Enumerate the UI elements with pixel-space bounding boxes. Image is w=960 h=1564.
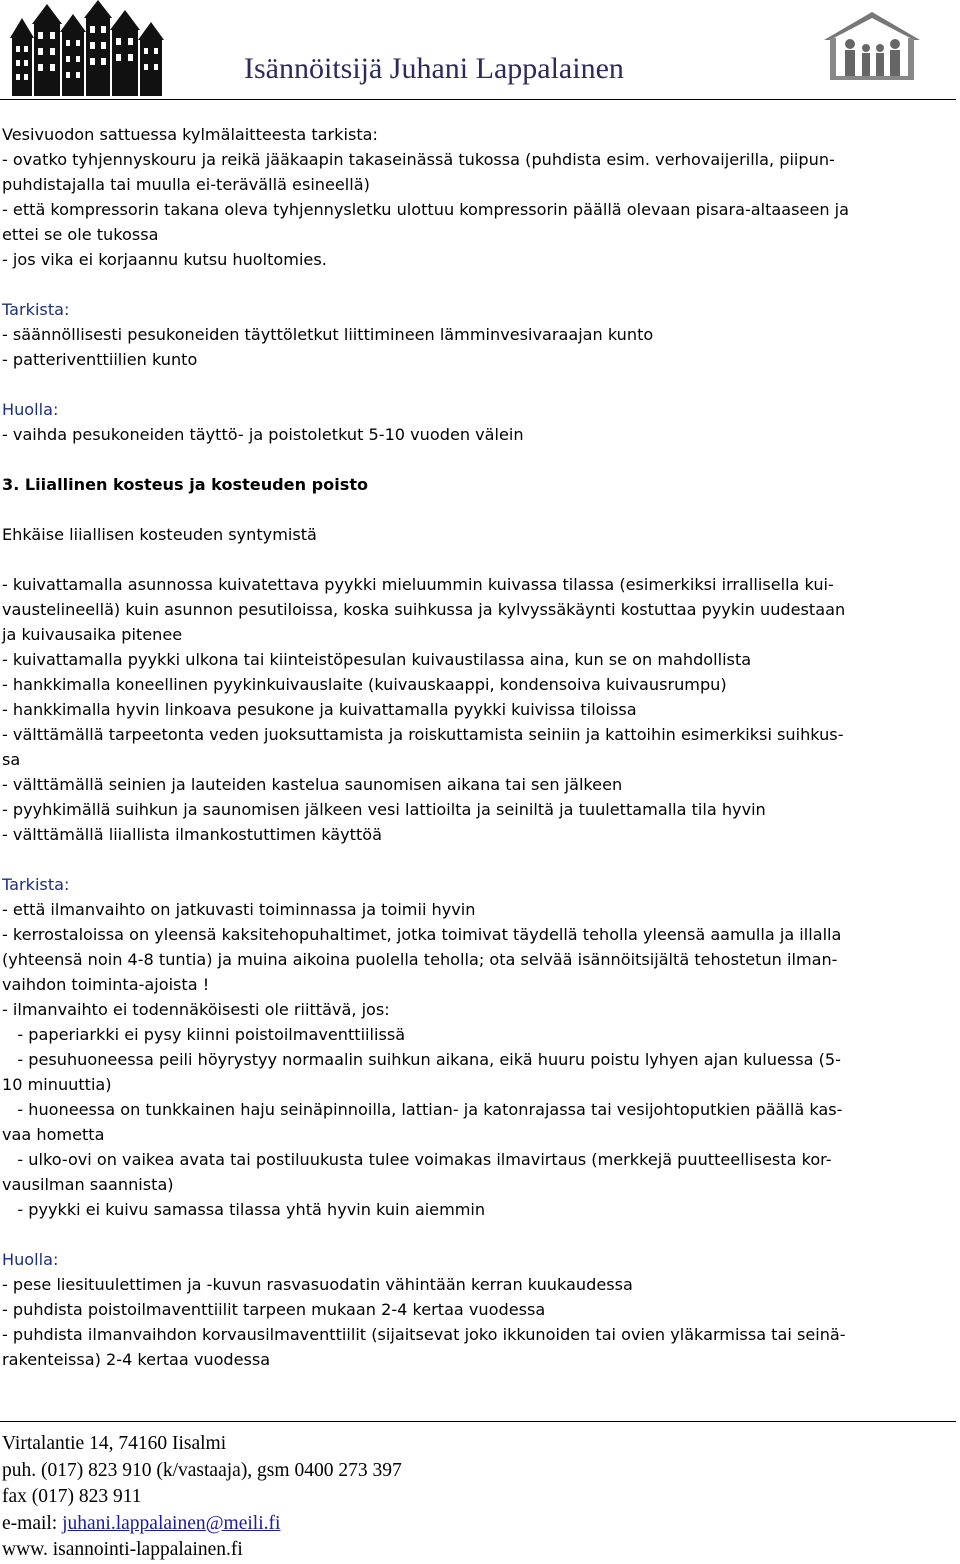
text-line: vaa hometta	[2, 1125, 105, 1144]
text-line: - pesuhuoneessa peili höyrystyy normaalin suihkun aikana, eikä huuru poistu lyhyen ajan kuluessa (5-	[2, 1050, 841, 1069]
text-line: - säännöllisesti pesukoneiden täyttöletkut liittimineen lämminvesivaraajan kunto	[2, 325, 654, 344]
text-line: - ulko-ovi on vaikea avata tai postiluukusta tulee voimakas ilmavirtaus (merkkejä puutteellisesta kor-	[2, 1150, 832, 1169]
text-line: rakenteissa) 2-4 kertaa vuodessa	[2, 1350, 271, 1369]
company-title: Isännöitsijä Juhani Lappalainen	[244, 52, 624, 85]
section-check-maintain	[2, 297, 957, 447]
text-line: - paperiarkki ei pysy kiinni poistoilmaventtiilissä	[2, 1025, 406, 1044]
email-line	[2, 1511, 402, 1538]
text-line: - puhdista poistoilmaventtiilit tarpeen mukaan 2-4 kertaa vuodessa	[2, 1300, 546, 1319]
text-line: (yhteensä noin 4-8 tuntia) ja muina aikoina puolella teholla; ota selvää isännöitsijältä tehostetun ilman-	[2, 950, 838, 969]
text-line: - jos vika ei korjaannu kutsu huoltomies.	[2, 250, 327, 269]
email-prefix: e-mail:	[2, 1512, 63, 1534]
section-moisture	[2, 472, 957, 1372]
houses-logo	[8, 0, 244, 100]
text-line: - ovatko tyhjennyskouru ja reikä jääkaapin takaseinässä tukossa (puhdista esim. verhovaijerilla, piipun-	[2, 150, 835, 169]
text-line: vaihdon toiminta-ajoista !	[2, 975, 210, 994]
huolla-label: Huolla:	[2, 400, 59, 419]
text-line: Vesivuodon sattuessa kylmälaitteesta tarkista:	[2, 125, 378, 144]
text-line: - vaihda pesukoneiden täyttö- ja poistoletkut 5-10 vuoden välein	[2, 425, 524, 444]
section-leak-check	[2, 122, 957, 272]
text-line: - välttämällä seinien ja lauteiden kastelua saunomisen aikana tai sen jälkeen	[2, 775, 623, 794]
tarkista-label: Tarkista:	[2, 875, 70, 894]
text-line: - huoneessa on tunkkainen haju seinäpinnoilla, lattian- ja katonrajassa tai vesijohtoputkien päällä kas-	[2, 1100, 843, 1119]
address: Virtalantie 14, 74160 Iisalmi	[2, 1433, 227, 1454]
text-line: 10 minuuttia)	[2, 1075, 112, 1094]
email-link[interactable]: juhani.lappalainen@meili.fi	[62, 1512, 281, 1534]
website: www. isannointi-lappalainen.fi	[2, 1539, 243, 1560]
text-line: - puhdista ilmanvaihdon korvausilmaventtiilit (sijaitsevat joko ikkunoiden tai ovien yläkarmissa tai seinä-	[2, 1325, 846, 1344]
text-line: - että ilmanvaihto on jatkuvasti toiminnassa ja toimii hyvin	[2, 900, 476, 919]
text-line: - välttämällä liiallista ilmankostuttimen käyttöä	[2, 825, 382, 844]
contact-footer	[2, 1431, 402, 1564]
text-line: puhdistajalla tai muulla ei-terävällä esineellä)	[2, 175, 370, 194]
fax: fax (017) 823 911	[2, 1486, 142, 1507]
text-line: ja kuivausaika pitenee	[2, 625, 183, 644]
section-heading: 3. Liiallinen kosteus ja kosteuden poisto	[2, 475, 369, 494]
text-line: - kuivattamalla asunnossa kuivatettava pyykki mieluummin kuivassa tilassa (esimerkiksi irrallisella kui-	[2, 575, 834, 594]
text-line: - kuivattamalla pyykki ulkona tai kiinteistöpesulan kuivaustilassa aina, kun se on mahdollista	[2, 650, 752, 669]
header-divider	[0, 99, 956, 100]
text-line: vaustelineellä) kuin asunnon pesutiloissa, koska suihkussa ja kylvyssäkäynti kostuttaa pyykin uudestaan	[2, 600, 846, 619]
text-line: - hankkimalla hyvin linkoava pesukone ja kuivattamalla pyykki kuivissa tiloissa	[2, 700, 637, 719]
text-line: - että kompressorin takana oleva tyhjennysletku ulottuu kompressorin päällä olevaan pisara-altaaseen ja	[2, 200, 849, 219]
tarkista-label: Tarkista:	[2, 300, 70, 319]
text-line: ettei se ole tukossa	[2, 225, 159, 244]
section-intro: Ehkäise liiallisen kosteuden syntymistä	[2, 525, 317, 544]
text-line: - kerrostaloissa on yleensä kaksitehopuhaltimet, jotka toimivat täydellä teholla yleensä aamulla ja illalla	[2, 925, 842, 944]
text-line: - pyyhkimällä suihkun ja saunomisen jälkeen vesi lattioilta ja seiniltä ja tuulettamalla tila hyvin	[2, 800, 766, 819]
huolla-label: Huolla:	[2, 1250, 59, 1269]
footer-divider	[0, 1421, 956, 1422]
text-line: - ilmanvaihto ei todennäköisesti ole riittävä, jos:	[2, 1000, 390, 1019]
house-family-logo	[820, 10, 924, 82]
phone: puh. (017) 823 910 (k/vastaaja), gsm 0400 273 397	[2, 1459, 402, 1481]
text-line: - patteriventtiilien kunto	[2, 350, 198, 369]
text-line: - hankkimalla koneellinen pyykinkuivauslaite (kuivauskaappi, kondensoiva kuivausrumpu)	[2, 675, 727, 694]
document-body	[2, 122, 957, 1372]
text-line: vausilman saannista)	[2, 1175, 174, 1194]
text-line: - pyykki ei kuivu samassa tilassa yhtä hyvin kuin aiemmin	[2, 1200, 486, 1219]
text-line: sa	[2, 750, 21, 769]
text-line: - pese liesituulettimen ja -kuvun rasvasuodatin vähintään kerran kuukaudessa	[2, 1275, 633, 1294]
text-line: - välttämällä tarpeetonta veden juoksuttamista ja roiskuttamista seiniin ja kattoihin esimerkiksi suihkus-	[2, 725, 844, 744]
